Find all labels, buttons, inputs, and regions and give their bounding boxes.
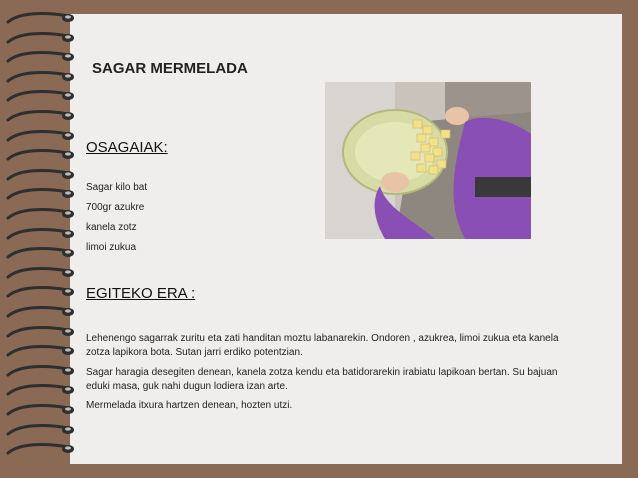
- spiral-ring: [6, 265, 76, 281]
- spiral-binding: [0, 10, 80, 470]
- step-paragraph: Sagar haragia desegiten denean, kanela zotza kendu eta batidorarekin irabiatu lapikoan bertan. Su bajuan eduki masa, guk nahi dugun lodiera izan arte.: [86, 367, 558, 392]
- spiral-ring: [6, 206, 76, 222]
- spiral-ring: [6, 30, 76, 46]
- spiral-ring: [6, 245, 76, 261]
- ingredient-item: limoi zukua: [86, 242, 137, 253]
- spiral-ring: [6, 284, 76, 300]
- spiral-ring: [6, 108, 76, 124]
- spiral-ring: [6, 343, 76, 359]
- spiral-ring: [6, 226, 76, 242]
- spiral-ring: [6, 304, 76, 320]
- ingredient-item: 700gr azukre: [86, 202, 145, 213]
- steps-heading: EGITEKO ERA :: [86, 285, 196, 302]
- spiral-ring: [6, 167, 76, 183]
- page-title: SAGAR MERMELADA: [92, 60, 248, 77]
- spiral-ring: [6, 147, 76, 163]
- step-paragraph: Mermelada itxura hartzen denean, hozten utzi.: [86, 400, 293, 411]
- ingredients-heading: OSAGAIAK:: [86, 139, 168, 156]
- spiral-ring: [6, 324, 76, 340]
- spiral-ring: [6, 10, 76, 26]
- spiral-ring: [6, 49, 76, 65]
- spiral-ring: [6, 69, 76, 85]
- spiral-ring: [6, 382, 76, 398]
- spiral-ring: [6, 402, 76, 418]
- apple-bowl-photo: [325, 82, 531, 239]
- step-paragraph: Lehenengo sagarrak zuritu eta zati handitan moztu labanarekin. Ondoren , azukrea, limoi zukua eta kanela zotza lapikora bota. Sutan jarri erdiko potentzian.: [86, 333, 559, 358]
- spiral-ring: [6, 88, 76, 104]
- ingredient-item: kanela zotz: [86, 222, 137, 233]
- spiral-ring: [6, 441, 76, 457]
- spiral-ring: [6, 128, 76, 144]
- spiral-ring: [6, 363, 76, 379]
- ingredient-item: Sagar kilo bat: [86, 182, 148, 193]
- spiral-ring: [6, 186, 76, 202]
- photo-illustration: [325, 82, 531, 239]
- spiral-ring: [6, 422, 76, 438]
